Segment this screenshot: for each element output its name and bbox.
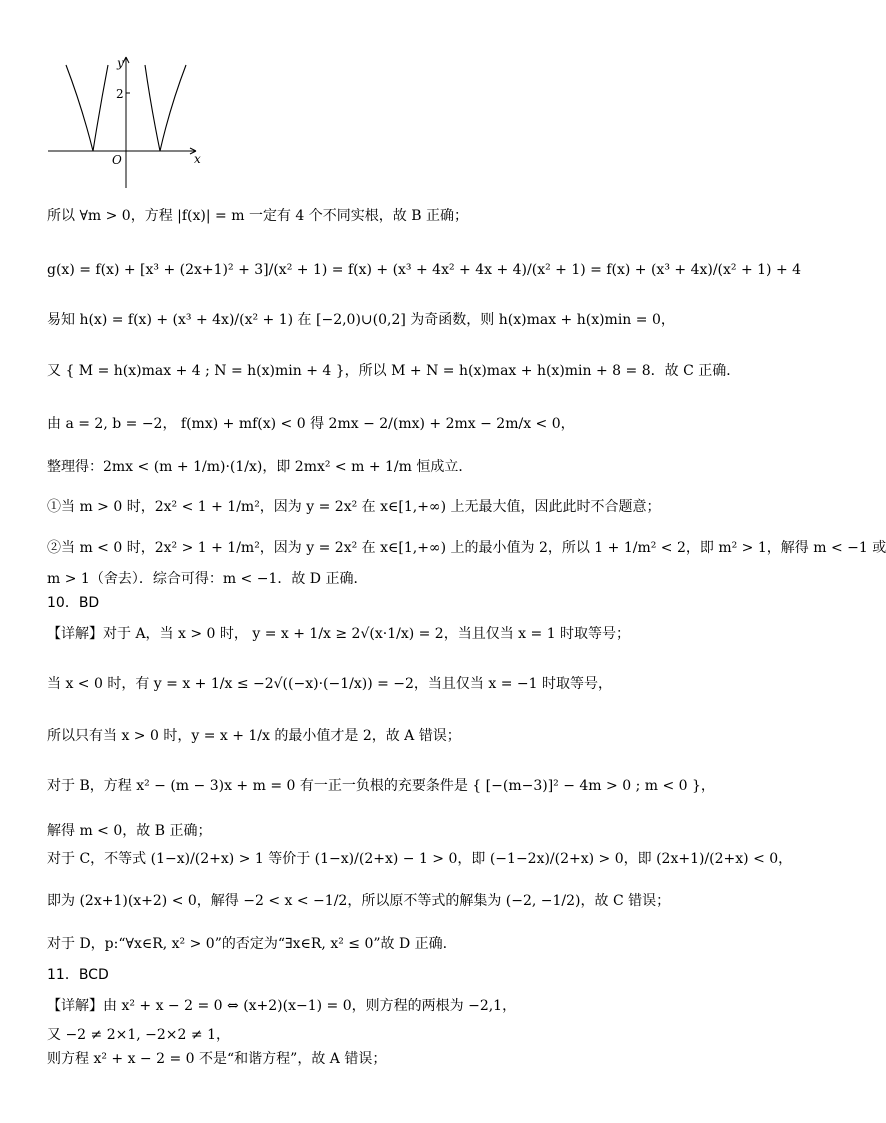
text-line: 对于 D，p:“∀x∈R, x² > 0”的否定为“∃x∈R, x² ≤ 0”故 D 正确. [47,936,448,952]
text-line: 整理得：2mx < (m + 1/m)·(1/x)，即 2mx² < m + 1/m 恒成立． [47,459,473,475]
text-line: ②当 m < 0 时，2x² > 1 + 1/m²，因为 y = 2x² 在 x∈[1,+∞) 上的最小值为 2，所以 1 + 1/m² < 2，即 m² > 1，解得 m < −1 或 [47,540,886,556]
text-line: 又 { M = h(x)max + 4 ; N = h(x)min + 4 }，所以 M + N = h(x)max + h(x)min + 8 = 8．故 C 正确． [47,363,741,379]
curve-left-branch [66,65,108,151]
text-line: ①当 m > 0 时，2x² < 1 + 1/m²，因为 y = 2x² 在 x∈[1,+∞) 上无最大值，因此此时不合题意； [47,499,661,515]
text-line: 所以只有当 x > 0 时，y = x + 1/x 的最小值才是 2，故 A 错误； [47,728,461,744]
text-line: 解得 m < 0，故 B 正确； [47,823,212,839]
curve-right-branch [145,65,186,151]
x-axis-label: x [194,152,201,166]
text-line: 当 x < 0 时，有 y = x + 1/x ≤ −2√((−x)·(−1/x)) = −2，当且仅当 x = −1 时取等号， [47,676,612,692]
y-axis-label: y [117,56,124,70]
text-line: 又 −2 ≠ 2×1, −2×2 ≠ 1， [47,1027,230,1043]
origin-label: O [112,153,122,167]
y-tick-label: 2 [116,87,124,101]
text-line: 对于 C，不等式 (1−x)/(2+x) > 1 等价于 (1−x)/(2+x) − 1 > 0，即 (−1−2x)/(2+x) > 0，即 (2x+1)/(2+x) < 0， [47,851,793,867]
text-line: 对于 B，方程 x² − (m − 3)x + m = 0 有一正一负根的充要条件是 { [−(m−3)]² − 4m > 0 ; m < 0 }， [47,778,715,794]
text-line: 由 a = 2, b = −2， f(mx) + mf(x) < 0 得 2mx − 2/(mx) + 2mx − 2m/x < 0， [47,416,575,432]
text-line: g(x) = f(x) + [x³ + (2x+1)² + 3]/(x² + 1) = f(x) + (x³ + 4x² + 4x + 4)/(x² + 1) = f(x) + (x³ + 4x)/(x² + 1) + 4 [47,262,802,278]
text-line: m > 1（舍去）．综合可得：m < −1．故 D 正确． [47,571,368,587]
text-line: 【详解】由 x² + x − 2 = 0 ⇔ (x+2)(x−1) = 0，则方程的两根为 −2,1， [47,998,517,1014]
question-number: 10．BD [47,595,100,611]
text-line: 易知 h(x) = f(x) + (x³ + 4x)/(x² + 1) 在 [−2,0)∪(0,2] 为奇函数，则 h(x)max + h(x)min = 0， [47,312,675,328]
question-number: 11．BCD [47,967,109,983]
text-line: 【详解】对于 A，当 x > 0 时， y = x + 1/x ≥ 2√(x·1/x) = 2，当且仅当 x = 1 时取等号； [47,626,631,642]
function-graph [44,52,209,192]
text-line: 所以 ∀m > 0，方程 |f(x)| = m 一定有 4 个不同实根，故 B 正确； [47,208,468,224]
text-line: 则方程 x² + x − 2 = 0 不是“和谐方程”，故 A 错误； [47,1051,387,1067]
text-line: 即为 (2x+1)(x+2) < 0，解得 −2 < x < −1/2，所以原不等式的解集为 (−2, −1/2)，故 C 错误； [47,893,671,909]
